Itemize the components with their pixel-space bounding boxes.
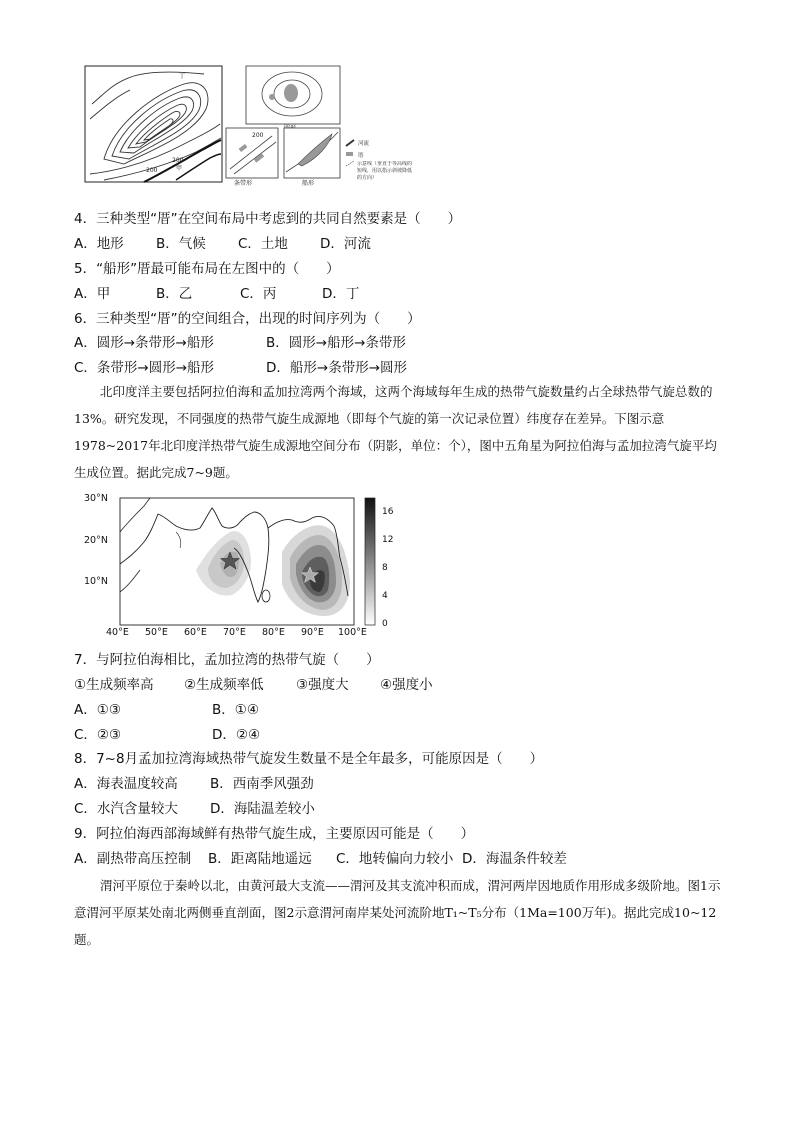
strip-label: 条带形 xyxy=(234,180,253,187)
q8-option-a[interactable]: A．海表温度较高 xyxy=(74,776,178,792)
lon-label-40: 40°E xyxy=(106,627,129,638)
q4-option-b[interactable]: B．气候 xyxy=(156,236,206,252)
lon-label-50: 50°E xyxy=(145,627,168,638)
lon-label-60: 60°E xyxy=(184,627,207,638)
q7-option-d[interactable]: D．②④ xyxy=(212,727,261,743)
lon-label-70: 70°E xyxy=(223,627,246,638)
question-9: 9．阿拉伯海西部海域鲜有热带气旋生成，主要原因可能是（ ） xyxy=(74,826,475,842)
cyclone-map-figure xyxy=(84,492,404,640)
q6-option-c[interactable]: C．条带形→圆形→船形 xyxy=(74,360,215,376)
colorbar-label-16: 16 xyxy=(382,507,394,517)
lat-label-30: 30°N xyxy=(84,493,108,504)
q7-statement-1: ①生成频率高 xyxy=(74,677,154,693)
q6-option-b[interactable]: B．圆形→船形→条带形 xyxy=(266,335,406,351)
legend-line-desc: 示意线（垂直于等高线的短线，用以指示斜坡降低的方向） xyxy=(357,161,413,181)
question-6: 6．三种类型“厝”的空间组合，出现的时间序列为（ ） xyxy=(74,311,421,327)
q6-option-a[interactable]: A．圆形→条带形→船形 xyxy=(74,335,214,351)
passage-weihe: 渭河平原位于秦岭以北，由黄河最大支流——渭河及其支流冲积而成，渭河两岸因地质作用形成多级阶地。图1示意渭河平原某处南北两侧垂直剖面，图2示意渭河南岸某处河流阶地T₁~T₅分布（1Ma=100万年)。据此完成10~12题。 xyxy=(74,878,721,947)
q9-option-c[interactable]: C．地转偏向力较小 xyxy=(336,851,454,867)
question-8: 8．7~8月孟加拉湾海域热带气旋发生数量不是全年最多，可能原因是（ ） xyxy=(74,751,544,767)
figure-legend xyxy=(346,139,413,200)
lon-label-80: 80°E xyxy=(262,627,285,638)
q5-option-d[interactable]: D．丁 xyxy=(322,286,360,302)
q9-option-a[interactable]: A．副热带高压控制 xyxy=(74,851,192,867)
q8-option-b[interactable]: B．西南季风强劲 xyxy=(210,776,314,792)
q9-option-b[interactable]: B．距离陆地遥远 xyxy=(208,851,312,867)
question-5: 5．“船形”厝最可能布局在左图中的（ ） xyxy=(74,261,340,277)
q9-option-d[interactable]: D．海温条件较差 xyxy=(462,851,567,867)
colorbar-label-0: 0 xyxy=(382,619,388,629)
colorbar-label-12: 12 xyxy=(382,535,394,545)
boat-label: 船形 xyxy=(302,180,315,187)
q5-option-a[interactable]: A．甲 xyxy=(74,286,111,302)
contour-label-ding: 丁 xyxy=(179,73,186,80)
question-7: 7．与阿拉伯海相比，孟加拉湾的热带气旋（ ） xyxy=(74,652,380,668)
question-4: 4．三种类型“厝”在空间布局中考虑到的共同自然要素是（ ） xyxy=(74,211,462,227)
q7-statement-3: ③强度大 xyxy=(296,677,349,693)
q4-option-c[interactable]: C．土地 xyxy=(238,236,288,252)
settlement-figure xyxy=(84,64,414,200)
legend-river-label: 河流 xyxy=(358,141,370,147)
strip-contour-label: 200 xyxy=(252,132,264,139)
colorbar-label-4: 4 xyxy=(382,591,388,601)
legend-house-label: 厝 xyxy=(358,153,364,159)
q4-option-a[interactable]: A．地形 xyxy=(74,236,124,252)
q7-statement-4: ④强度小 xyxy=(380,677,433,693)
q8-option-d[interactable]: D．海陆温差较小 xyxy=(210,801,315,817)
q8-option-c[interactable]: C．水汽含量较大 xyxy=(74,801,178,817)
contour-label-200: 200 xyxy=(172,157,184,164)
lat-label-20: 20°N xyxy=(84,535,108,546)
lon-label-100: 100°E xyxy=(338,627,367,638)
lon-label-90: 90°E xyxy=(301,627,324,638)
settlement-figure-svg xyxy=(84,64,414,200)
q7-option-a[interactable]: A．①③ xyxy=(74,702,121,718)
q7-statement-2: ②生成频率低 xyxy=(184,677,264,693)
colorbar xyxy=(365,498,375,625)
passage-cyclone: 北印度洋主要包括阿拉伯海和孟加拉湾两个海域，这两个海域每年生成的热带气旋数量约占全球热带气旋总数的13%。研究发现，不同强度的热带气旋生成源地（即每个气旋的第一次记录位置）纬度存在差异。下图示意1978~2017年北印度洋热带气旋生成源地空间分布（阴影，单位：个），图中五角星为阿拉伯海与孟加拉湾气旋平均生成位置。据此完成7~9题。 xyxy=(74,384,717,480)
q7-option-b[interactable]: B．①④ xyxy=(212,702,259,718)
cyclone-map-svg xyxy=(84,492,404,640)
q5-option-b[interactable]: B．乙 xyxy=(156,286,193,302)
q4-option-d[interactable]: D．河流 xyxy=(320,236,371,252)
contour-label-200b: 200 xyxy=(146,167,158,174)
q6-option-d[interactable]: D．船形→条带形→圆形 xyxy=(266,360,408,376)
contour-label-jia: 甲 xyxy=(176,165,183,172)
q5-option-c[interactable]: C．丙 xyxy=(240,286,277,302)
q7-option-c[interactable]: C．②③ xyxy=(74,727,122,743)
lat-label-10: 10°N xyxy=(84,576,108,587)
colorbar-label-8: 8 xyxy=(382,563,388,573)
